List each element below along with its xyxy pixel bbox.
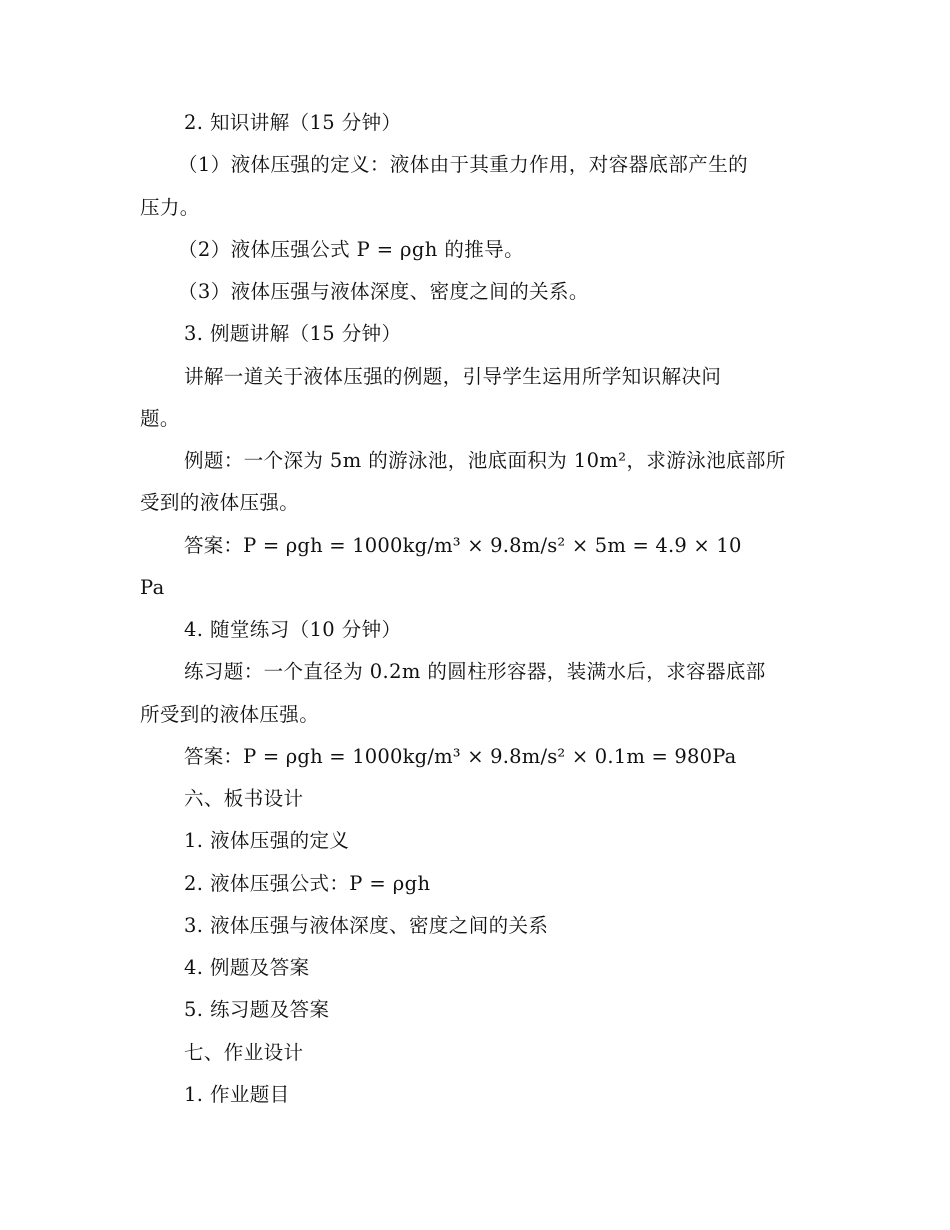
example-intro: 讲解一道关于液体压强的例题，引导学生运用所学知识解决问 — [184, 365, 722, 388]
board-item-1: 1. 液体压强的定义 — [184, 829, 350, 852]
knowledge-point-1-cont: 压力。 — [140, 196, 200, 219]
section-heading-board: 六、板书设计 — [184, 787, 304, 810]
knowledge-point-2: （2）液体压强公式 P = ρgh 的推导。 — [178, 238, 524, 261]
knowledge-point-1: （1）液体压强的定义：液体由于其重力作用，对容器底部产生的 — [178, 153, 749, 176]
board-item-5: 5. 练习题及答案 — [184, 998, 330, 1021]
board-item-2: 2. 液体压强公式：P = ρgh — [184, 872, 431, 895]
example-question: 例题：一个深为 5m 的游泳池，池底面积为 10m²，求游泳池底部所 — [184, 449, 786, 472]
section-heading-example: 3. 例题讲解（15 分钟） — [184, 322, 402, 345]
example-answer: 答案：P = ρgh = 1000kg/m³ × 9.8m/s² × 5m = 4.9 × 10 — [184, 534, 742, 557]
board-item-3: 3. 液体压强与液体深度、密度之间的关系 — [184, 914, 549, 937]
example-intro-cont: 题。 — [140, 407, 180, 430]
knowledge-point-3: （3）液体压强与液体深度、密度之间的关系。 — [178, 280, 589, 303]
homework-item-1: 1. 作业题目 — [184, 1083, 290, 1106]
board-item-4: 4. 例题及答案 — [184, 956, 310, 979]
practice-question-cont: 所受到的液体压强。 — [140, 703, 320, 726]
section-heading-practice: 4. 随堂练习（10 分钟） — [184, 618, 402, 641]
section-heading-knowledge: 2. 知识讲解（15 分钟） — [184, 111, 402, 134]
example-question-cont: 受到的液体压强。 — [140, 491, 300, 514]
section-heading-homework: 七、作业设计 — [184, 1041, 304, 1064]
practice-answer: 答案：P = ρgh = 1000kg/m³ × 9.8m/s² × 0.1m = 980Pa — [184, 745, 737, 768]
example-answer-cont: Pa — [140, 576, 165, 599]
practice-question: 练习题：一个直径为 0.2m 的圆柱形容器，装满水后，求容器底部 — [184, 660, 766, 683]
